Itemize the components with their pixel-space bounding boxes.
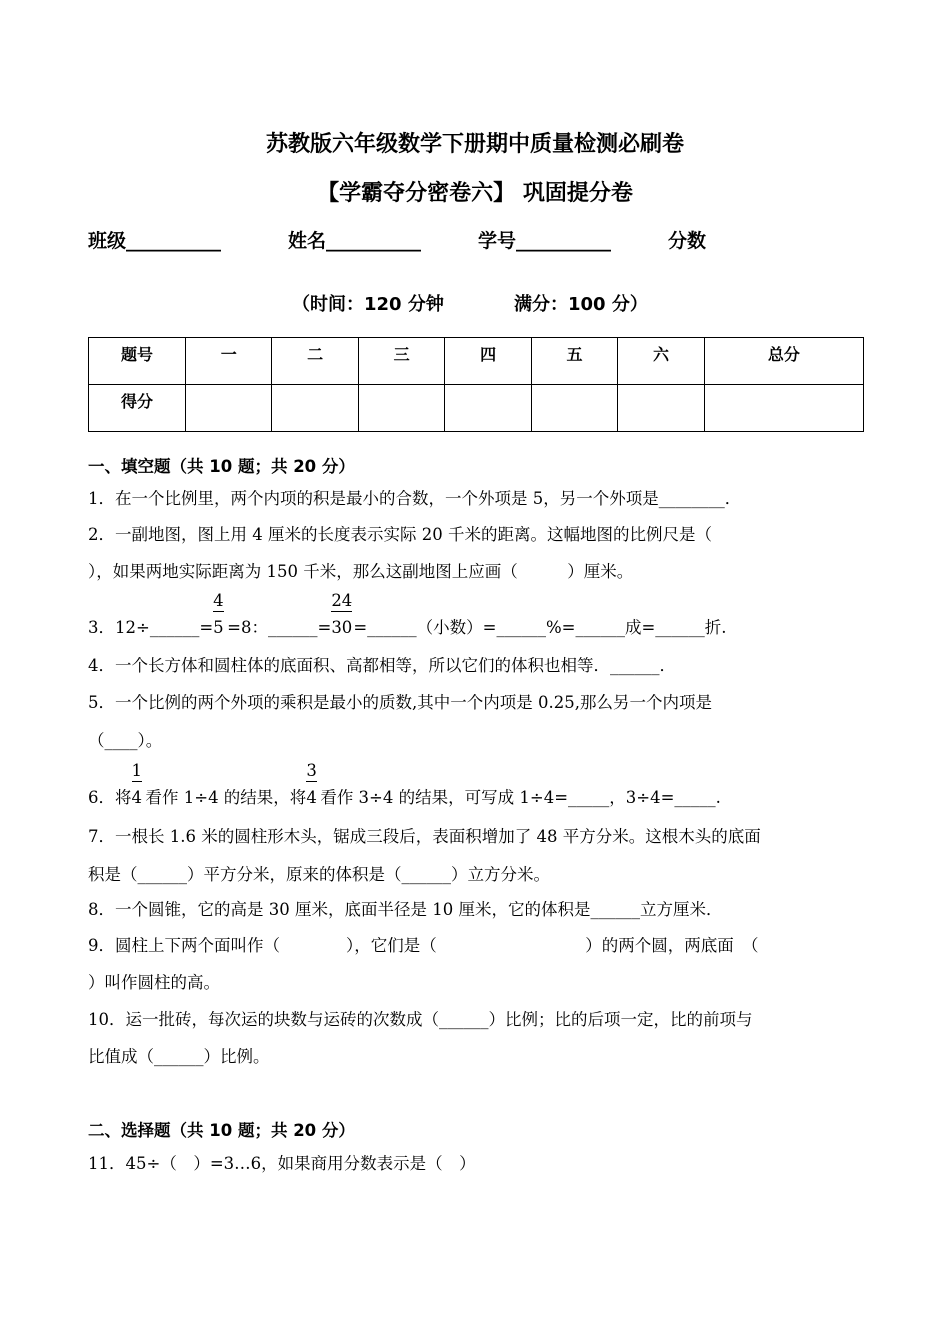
text: 3．12÷______=	[88, 618, 214, 637]
table-cell	[531, 385, 617, 432]
table-cell: 总分	[704, 338, 863, 385]
class-field: 班级__________	[88, 230, 222, 252]
question-line: （____）。	[88, 731, 163, 750]
text: 6．将	[88, 788, 132, 807]
question-line: 7．一根长 1.6 米的圆柱形木头，锯成三段后，表面积增加了 48 平方分米。这根木头的底面	[88, 827, 761, 846]
text: 看作 3÷4 的结果，可写成 1÷4=_____，3÷4=_____.	[320, 788, 721, 807]
question-line: 4．一个长方体和圆柱体的底面积、高都相等，所以它们的体积也相等．______．	[88, 656, 676, 675]
table-cell: 四	[445, 338, 531, 385]
table-cell: 六	[618, 338, 704, 385]
question-line: 5．一个比例的两个外项的乘积是最小的质数,其中一个内项是 0.25,那么另一个内项是	[88, 693, 712, 712]
score-table	[88, 337, 864, 432]
fraction: $\frac{1}{4}$	[131, 761, 142, 807]
question-line: ）叫作圆柱的高。	[88, 973, 220, 992]
table-cell	[445, 385, 531, 432]
question-line: 积是（______）平方分米，原来的体积是（______）立方分米。	[88, 865, 550, 884]
table-cell: 五	[531, 338, 617, 385]
question-line: 1．在一个比例里，两个内项的积是最小的合数，一个外项是 5，另一个外项是________．	[88, 489, 742, 508]
table-cell	[186, 385, 272, 432]
question-3	[88, 591, 727, 639]
question-line: 11．45÷（ ）=3…6，如果商用分数表示是（ ）	[88, 1154, 476, 1173]
fraction: $\frac{3}{4}$	[306, 761, 317, 807]
question-line: 比值成（______）比例。	[88, 1047, 270, 1066]
question-line: 2．一副地图，图上用 4 厘米的长度表示实际 20 千米的距离。这幅地图的比例尺是（	[88, 525, 712, 544]
exam-title: 苏教版六年级数学下册期中质量检测必刷卷	[265, 132, 684, 157]
table-cell: 题号	[89, 338, 186, 385]
text: 看作 1÷4 的结果，将	[145, 788, 307, 807]
text: =______（小数）=______%=______成=______折.	[353, 618, 727, 637]
section-heading: 二、选择题（共 10 题；共 20 分）	[88, 1121, 355, 1140]
text: =8：______=	[227, 618, 332, 637]
table-cell: 得分	[89, 385, 186, 432]
table-cell: 三	[358, 338, 444, 385]
fraction: $\frac{24}{30}$	[331, 591, 353, 637]
section-heading: 一、填空题（共 10 题；共 20 分）	[88, 457, 355, 476]
exam-time: （时间：120 分钟	[292, 294, 444, 315]
question-line: 9．圆柱上下两个面叫作（ ），它们是（ ）的两个圆，两底面 （	[88, 936, 759, 955]
exam-subtitle: 【学霸夺分密卷六】 巩固提分卷	[317, 181, 633, 206]
question-6	[88, 761, 721, 809]
table-cell: 一	[186, 338, 272, 385]
table-cell	[704, 385, 863, 432]
table-row	[89, 338, 864, 385]
table-row	[89, 385, 864, 432]
question-line: 10．运一批砖，每次运的块数与运砖的次数成（______）比例；比的后项一定，比的前项与	[88, 1010, 753, 1029]
student-id-field: 学号__________	[478, 230, 612, 252]
score-field: 分数	[668, 230, 707, 252]
table-cell: 二	[272, 338, 358, 385]
table-cell	[358, 385, 444, 432]
name-field: 姓名__________	[288, 230, 422, 252]
question-line: ），如果两地实际距离为 150 千米，那么这副地图上应画（ ）厘米。	[88, 562, 634, 581]
full-score: 满分：100 分）	[514, 294, 648, 315]
fraction: $\frac{4}{5}$	[213, 591, 224, 637]
table-cell	[272, 385, 358, 432]
table-cell	[618, 385, 704, 432]
question-line: 8．一个圆锥，它的高是 30 厘米，底面半径是 10 厘米，它的体积是______立方厘米．	[88, 900, 723, 919]
